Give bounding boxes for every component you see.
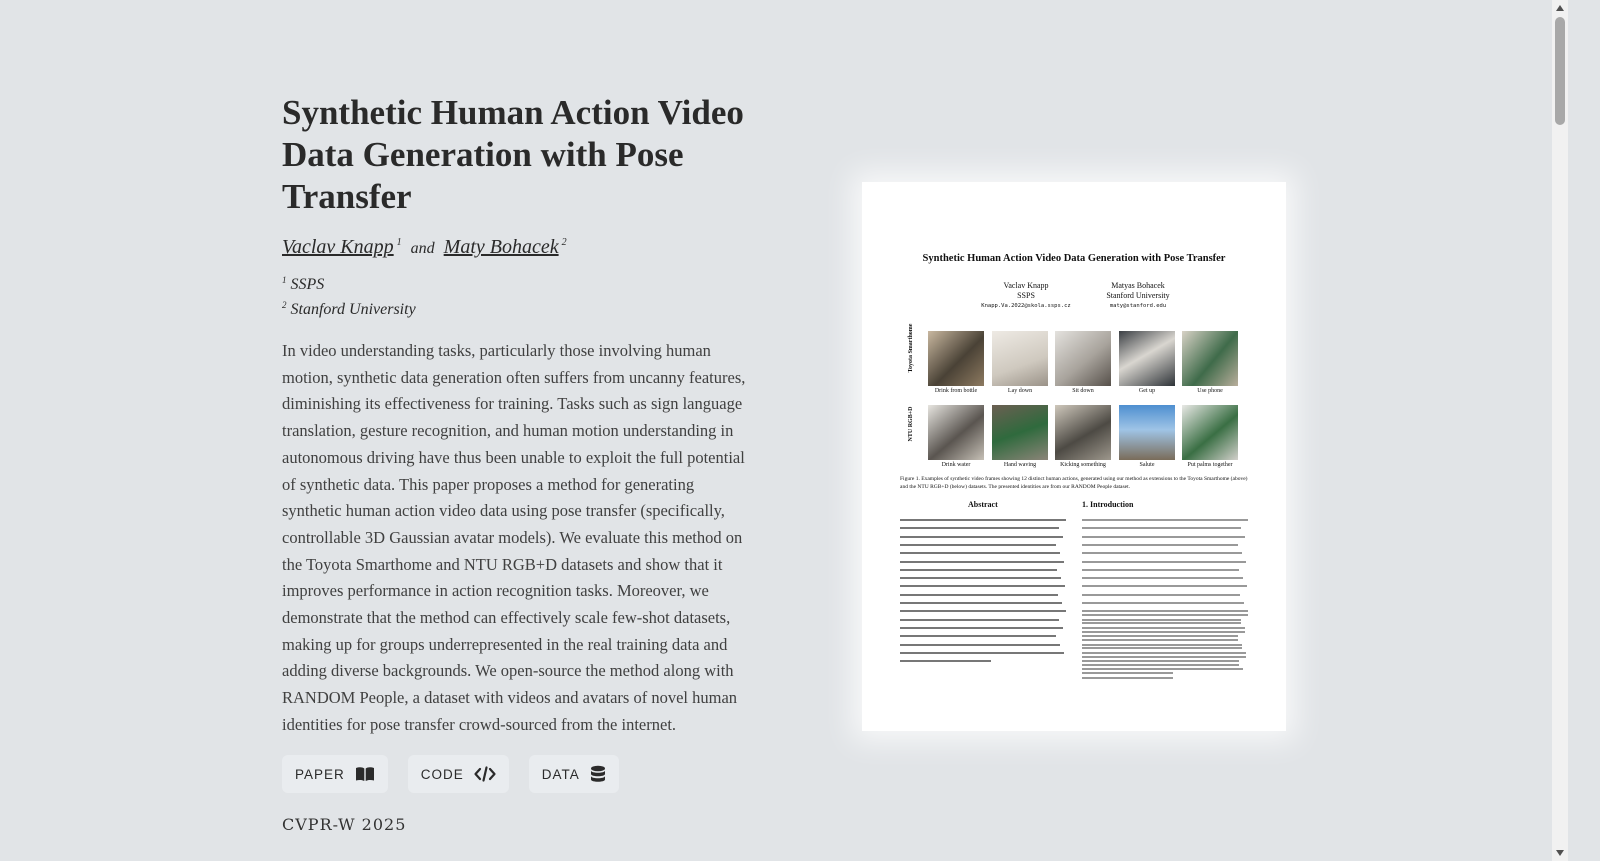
preview-author: Matyas Bohacek Stanford University maty@stanford.edu xyxy=(1106,281,1170,309)
affiliation: $^2$ Stanford University xyxy=(282,300,416,318)
book-icon xyxy=(355,766,375,782)
text-line xyxy=(900,569,1057,571)
affiliations xyxy=(282,270,757,320)
text-line xyxy=(1082,631,1245,633)
text-line xyxy=(900,602,1062,604)
text-line xyxy=(1082,610,1248,612)
preview-thumbnail xyxy=(1055,331,1111,386)
paper-preview[interactable] xyxy=(862,182,1286,731)
text-line xyxy=(900,544,1056,546)
text-line xyxy=(900,627,1063,629)
page-title: Synthetic Human Action Video Data Generation with Pose Transfer xyxy=(282,93,744,216)
text-line xyxy=(1082,652,1246,654)
preview-title: Synthetic Human Action Video Data Generation with Pose Transfer xyxy=(922,253,1226,264)
link-buttons xyxy=(282,755,757,793)
text-line xyxy=(1082,544,1238,546)
text-line xyxy=(1082,647,1242,649)
text-line xyxy=(900,594,1058,596)
text-line xyxy=(1082,656,1246,658)
text-line xyxy=(1082,527,1241,529)
text-line xyxy=(1082,577,1243,579)
text-line xyxy=(1082,639,1238,641)
data-button[interactable]: DATA xyxy=(529,755,619,793)
preview-caption: Hand waving xyxy=(1003,462,1037,468)
preview-caption: Use phone xyxy=(1197,388,1223,394)
text-line xyxy=(900,635,1056,637)
abstract-text: In video understanding tasks, particularly those involving human motion, synthetic data generation often suffers from uncanny features, diminishing its effectiveness for training. Tasks such as sign language translation, gesture recognition, and human motion understanding in autonomous driving have thus been unable to exploit the full potential of synthetic data. This paper proposes a method for generating synthetic human action video data using pose transfer (specifically, controllable 3D Gaussian avatar models). We evaluate this method on the Toyota Smarthome and NTU RGB+D datasets and show that it improves performance in action recognition tasks. Moreover, we demonstrate that the method can effectively scale few-shot datasets, making up for groups underrepresented in the real training data and adding diverse backgrounds. We open-source the method along with RANDOM People, a dataset with videos and avatars of novel human identities for pose transfer crowd-sourced from the internet. xyxy=(282,341,746,734)
text-line xyxy=(1082,635,1238,637)
preview-thumbnail xyxy=(1055,405,1111,460)
preview-author: Vaclav Knapp SSPS Knapp.Va.2022@skola.ssps.cz xyxy=(981,281,1071,309)
preview-caption: Put palms together xyxy=(1187,462,1233,468)
author-sup: 1 xyxy=(396,237,402,248)
text-line xyxy=(1082,622,1241,624)
text-line xyxy=(900,536,1063,538)
preview-caption: Drink from bottle xyxy=(934,388,978,394)
text-line xyxy=(900,652,1064,654)
text-line xyxy=(900,619,1059,621)
preview-section-introduction: 1. Introduction xyxy=(1082,500,1134,509)
text-line xyxy=(900,660,991,662)
code-icon xyxy=(474,766,496,782)
preview-thumbnail xyxy=(928,405,984,460)
text-line xyxy=(900,527,1059,529)
text-line xyxy=(1082,519,1248,521)
text-line xyxy=(1082,602,1244,604)
text-line xyxy=(1082,536,1245,538)
text-line xyxy=(1082,552,1242,554)
affiliation: $^1$ SSPS xyxy=(282,275,325,293)
author-sup: 2 xyxy=(561,237,567,248)
text-line xyxy=(1082,569,1239,571)
preview-row-label: Toyota Smarthome xyxy=(908,323,914,373)
text-line xyxy=(1082,619,1241,621)
text-line xyxy=(1082,672,1173,674)
venue-label: CVPR-W 2025 xyxy=(282,815,407,835)
preview-section-abstract: Abstract xyxy=(968,500,998,509)
text-line xyxy=(1082,585,1247,587)
text-line xyxy=(900,585,1065,587)
preview-thumbnail xyxy=(1182,405,1238,460)
preview-figure-caption: Figure 1. Examples of synthetic video frames showing 12 distinct human actions, generated using our method as extensions to the Toyota Smarthome (above) and the NTU RGB+D (below) datasets. The presented identities are from our RANDOM People dataset. xyxy=(900,476,1248,490)
text-line xyxy=(1082,677,1173,679)
preview-caption: Get up xyxy=(1138,388,1156,394)
text-line xyxy=(1082,660,1239,662)
scroll-up-arrow-icon[interactable] xyxy=(1556,5,1564,11)
text-line xyxy=(900,577,1061,579)
text-line xyxy=(1082,627,1245,629)
text-line xyxy=(1082,664,1239,666)
preview-caption: Salute xyxy=(1139,462,1155,468)
preview-caption: Sit down xyxy=(1072,388,1094,394)
preview-row-label: NTU RGB+D xyxy=(908,406,914,442)
text-line xyxy=(900,610,1066,612)
text-line xyxy=(900,561,1064,563)
author-link-bohacek[interactable]: Maty Bohacek xyxy=(443,236,559,258)
preview-thumbnail xyxy=(992,405,1048,460)
text-line xyxy=(900,519,1066,521)
paper-info xyxy=(282,92,757,834)
text-line xyxy=(1082,668,1243,670)
author-link-knapp[interactable]: Vaclav Knapp xyxy=(282,236,394,258)
scrollbar[interactable] xyxy=(1552,0,1568,861)
code-button[interactable]: CODE xyxy=(408,755,509,793)
paper-button[interactable]: PAPER xyxy=(282,755,388,793)
text-line xyxy=(1082,594,1240,596)
text-line xyxy=(1082,561,1246,563)
scroll-down-arrow-icon[interactable] xyxy=(1556,850,1564,856)
preview-thumbnail xyxy=(1182,331,1238,386)
text-line xyxy=(900,644,1060,646)
preview-thumbnail xyxy=(928,331,984,386)
database-icon xyxy=(590,765,606,783)
preview-caption: Kicking something xyxy=(1060,462,1106,468)
author-list xyxy=(282,236,757,259)
preview-thumbnail xyxy=(1119,331,1175,386)
text-line xyxy=(1082,614,1248,616)
preview-thumbnail xyxy=(1119,405,1175,460)
text-line xyxy=(900,552,1060,554)
author-separator: and xyxy=(410,240,435,257)
text-line xyxy=(1082,644,1242,646)
preview-thumbnail xyxy=(992,331,1048,386)
scrollbar-thumb[interactable] xyxy=(1555,17,1565,125)
preview-caption: Drink water xyxy=(941,462,971,468)
preview-caption: Lay down xyxy=(1007,388,1033,394)
